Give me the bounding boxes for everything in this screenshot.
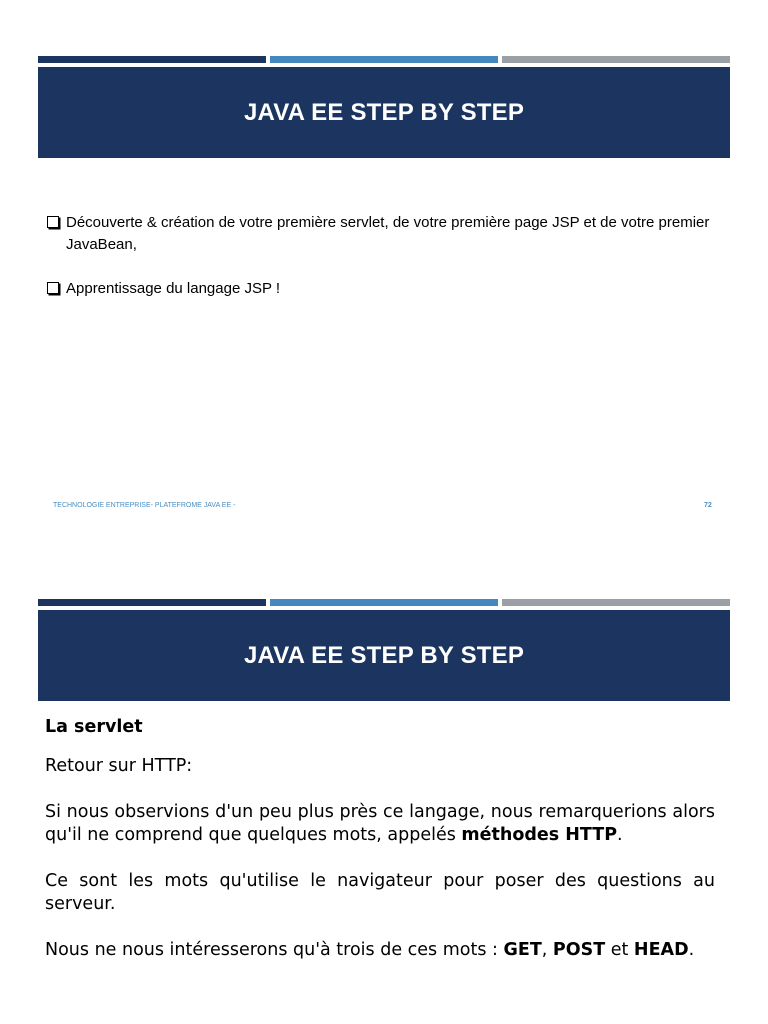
separator: , (541, 940, 553, 960)
bold-term-head: HEAD (633, 940, 689, 960)
accent-bars (38, 56, 730, 63)
punctuation: . (688, 940, 695, 960)
paragraph: Retour sur HTTP: (45, 756, 193, 776)
bold-term-post: POST (552, 940, 606, 960)
bullet-text: Découverte & création de votre première servlet, de votre première page JSP et de votre premier JavaBean, (66, 214, 710, 253)
bold-term-get: GET (503, 940, 542, 960)
paragraph-text: Si nous observions d'un peu plus près ce langage, nous remarquerions alors qu'il ne comprend que quelques mots, appelés (45, 802, 715, 845)
bullet-item (47, 278, 712, 300)
bold-term: méthodes HTTP (461, 825, 618, 845)
accent-bar-gray (502, 56, 730, 63)
section-heading: La servlet (45, 717, 143, 737)
paragraph (45, 939, 715, 962)
bullet-item (47, 212, 712, 256)
accent-bar-gray (502, 599, 730, 606)
accent-bar-blue (270, 599, 498, 606)
title-banner (38, 610, 730, 701)
accent-bars (38, 599, 730, 606)
slide-title: JAVA EE STEP BY STEP (243, 98, 525, 126)
bullet-list (47, 212, 712, 322)
checkbox-bullet-icon (47, 216, 59, 228)
accent-bar-blue (270, 56, 498, 63)
punctuation: . (617, 825, 623, 845)
paragraph: Ce sont les mots qu'utilise le navigateur pour poser des questions au serveur. (45, 871, 715, 914)
slide-title: JAVA EE STEP BY STEP (243, 641, 525, 669)
page-number: 72 (704, 502, 712, 509)
footer-text: TECHNOLOGIE ENTREPRISE- PLATEFROME JAVA EE - (53, 502, 236, 509)
slide-73 (0, 543, 768, 1024)
checkbox-bullet-icon (47, 282, 59, 294)
accent-bar-navy (38, 599, 266, 606)
slide-content (45, 716, 715, 985)
bullet-text: Apprentissage du langage JSP ! (66, 280, 281, 297)
separator: et (605, 940, 634, 960)
paragraph (45, 801, 715, 847)
accent-bar-navy (38, 56, 266, 63)
title-banner (38, 67, 730, 158)
paragraph-text: Nous ne nous intéresserons qu'à trois de ces mots : (45, 940, 504, 960)
